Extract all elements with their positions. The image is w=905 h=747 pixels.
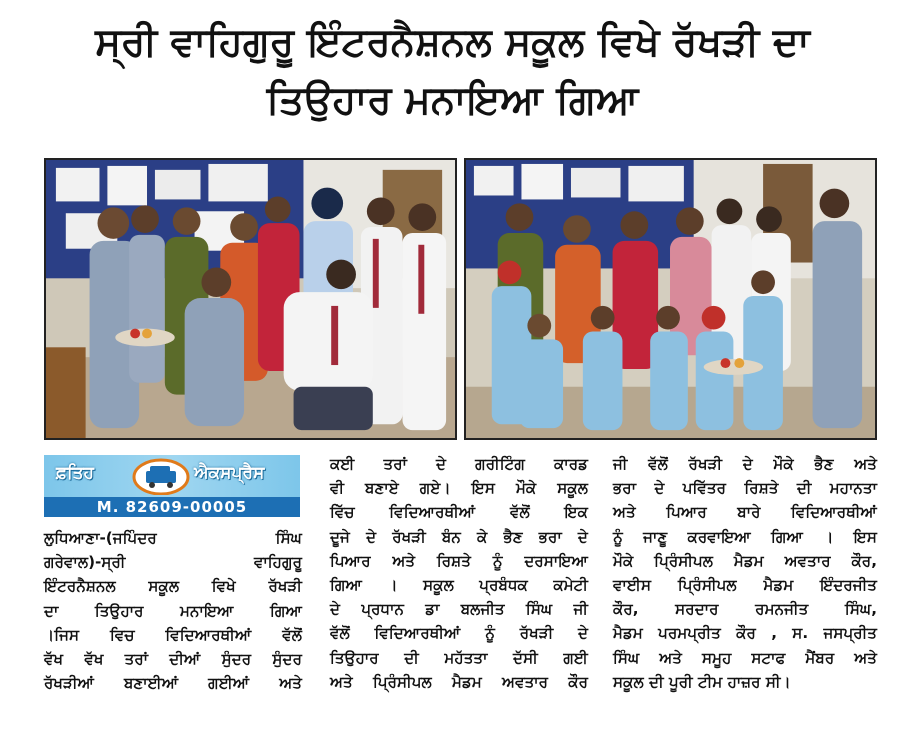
text-line: ਤਿਉਹਾਰ ਦੀ ਮਹੱਤਤਾ ਦੱਸੀ ਗਈ bbox=[330, 648, 588, 667]
text-line: ਅਤੇ ਪ੍ਰਿੰਸੀਪਲ ਮੈਡਮ ਅਵਤਾਰ ਕੌਰ bbox=[330, 672, 588, 691]
logo-word-fateh: ਫ਼ਤਿਹ bbox=[56, 463, 94, 483]
article-headline bbox=[0, 14, 905, 130]
photo-right-illustration bbox=[466, 160, 875, 438]
text-line: ਜੀ ਵੱਲੋਂ ਰੱਖੜੀ ਦੇ ਮੌਕੇ ਭੈਣ ਅਤੇ bbox=[613, 455, 877, 473]
text-line: ਮੈਡਮ ਪਰਮਪ੍ਰੀਤ ਕੌਰ , ਸ. ਜਸਪ੍ਰੀਤ bbox=[613, 624, 877, 643]
text-line: ਇੰਟਰਨੈਸ਼ਨਲ ਸਕੂਲ ਵਿਖੇ ਰੱਖੜੀ bbox=[44, 577, 302, 596]
logo-phone-number: M. 82609-00005 bbox=[44, 497, 300, 517]
text-line: ਰੱਖੜੀਆਂ ਬਣਾਈਆਂ ਗਈਆਂ ਅਤੇ bbox=[44, 674, 302, 693]
text-line: ਨੂੰ ਜਾਣੂ ਕਰਵਾਇਆ ਗਿਆ । ਇਸ bbox=[613, 527, 877, 546]
text-line: ਵੱਖ ਵੱਖ ਤਰਾਂ ਦੀਆਂ ਸੁੰਦਰ ਸੁੰਦਰ bbox=[44, 650, 302, 669]
photo-students-tying-rakhi bbox=[44, 158, 457, 440]
logo-emblem-icon bbox=[132, 457, 190, 495]
text-line: ਕਈ ਤਰਾਂ ਦੇ ਗਰੀਟਿੰਗ ਕਾਰਡ bbox=[330, 455, 588, 473]
newspaper-logo bbox=[44, 455, 300, 517]
text-line: ਮੌਕੇ ਪ੍ਰਿੰਸੀਪਲ ਮੈਡਮ ਅਵਤਾਰ ਕੌਰ, bbox=[613, 551, 877, 570]
text-line: ਭਰਾ ਦੇ ਪਵਿੱਤਰ ਰਿਸ਼ਤੇ ਦੀ ਮਹਾਨਤਾ bbox=[613, 479, 877, 498]
headline-line-2: ਤਿਉਹਾਰ ਮਨਾਇਆ ਗਿਆ bbox=[266, 78, 639, 123]
article-column-2 bbox=[330, 452, 588, 694]
text-line: ਦੇ ਪ੍ਰਧਾਨ ਡਾ ਬਲਜੀਤ ਸਿੰਘ ਜੀ bbox=[330, 600, 588, 619]
text-line: ਵਾਈਸ ਪ੍ਰਿੰਸੀਪਲ ਮੈਡਮ ਇੰਦਰਜੀਤ bbox=[613, 576, 877, 595]
text-line: ਪਿਆਰ ਅਤੇ ਰਿਸ਼ਤੇ ਨੂੰ ਦਰਸਾਇਆ bbox=[330, 551, 588, 570]
text-line: ਕੌਰ, ਸਰਦਾਰ ਰਮਨਜੀਤ ਸਿੰਘ, bbox=[613, 600, 877, 619]
text-line: ।ਜਿਸ ਵਿਚ ਵਿਦਿਆਰਥੀਆਂ ਵੱਲੋਂ bbox=[44, 625, 302, 644]
photo-left-illustration bbox=[46, 160, 455, 438]
text-line: ਦੂਜੇ ਦੇ ਰੱਖੜੀ ਬੰਨ ਕੇ ਭੈਣ ਭਰਾ ਦੇ bbox=[330, 527, 588, 546]
logo-word-express: ਐਕਸਪ੍ਰੈਸ bbox=[194, 463, 265, 483]
text-line: ਸਕੂਲ ਦੀ ਪੂਰੀ ਟੀਮ ਹਾਜ਼ਰ ਸੀ। bbox=[613, 672, 791, 691]
article-column-3 bbox=[613, 452, 877, 694]
text-line: ਵੱਲੋਂ ਵਿਦਿਆਰਥੀਆਂ ਨੂੰ ਰੱਖੜੀ ਦੇ bbox=[330, 624, 588, 643]
text-line: ਅਤੇ ਪਿਆਰ ਬਾਰੇ ਵਿਦਿਆਰਥੀਆਂ bbox=[613, 503, 877, 522]
text-line: ਵੀ ਬਣਾਏ ਗਏ। ਇਸ ਮੌਕੇ ਸਕੂਲ bbox=[330, 479, 588, 498]
text-line: ਵਿੱਚ ਵਿਦਿਆਰਥੀਆਂ ਵੱਲੋਂ ਇਕ bbox=[330, 503, 588, 522]
text-line: ਦਾ ਤਿਉਹਾਰ ਮਨਾਇਆ ਗਿਆ bbox=[44, 601, 302, 620]
text-line: ਸਿੰਘ ਅਤੇ ਸਮੂਹ ਸਟਾਫ ਮੈਂਬਰ ਅਤੇ bbox=[613, 648, 877, 667]
headline-line-1: ਸ੍ਰੀ ਵਾਹਿਗੁਰੂ ਇੰਟਰਨੈਸ਼ਨਲ ਸਕੂਲ ਵਿਖੇ ਰੱਖੜੀ ਦਾ bbox=[95, 20, 810, 65]
photo-children-with-staff bbox=[464, 158, 877, 440]
text-line: ਲੁਧਿਆਣਾ-(ਜਪਿੰਦਰ ਸਿੰਘ bbox=[44, 529, 302, 547]
article-column-1 bbox=[44, 526, 302, 695]
text-line: ਗਿਆ । ਸਕੂਲ ਪ੍ਰਬੰਧਕ ਕਮੇਟੀ bbox=[330, 576, 588, 595]
text-line: ਗਰੇਵਾਲ)-ਸ੍ਰੀ ਵਾਹਿਗੁਰੂ bbox=[44, 553, 302, 572]
